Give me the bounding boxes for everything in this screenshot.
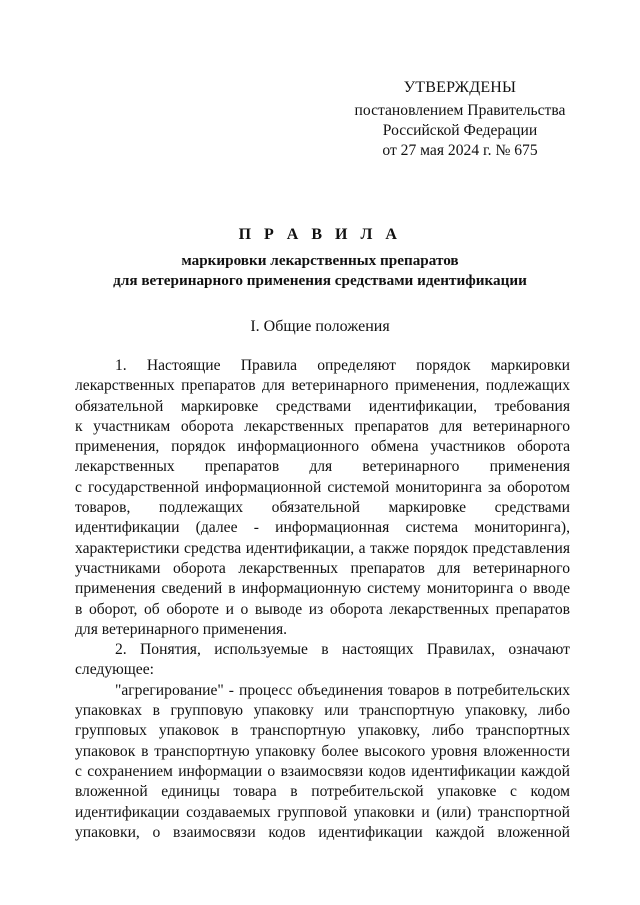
text-line: характеристики средства идентификации, а также порядок представления xyxy=(75,539,570,557)
subtitle-line-1: маркировки лекарственных препаратов xyxy=(181,252,459,269)
subtitle-line-2: для ветеринарного применения средствами идентификации xyxy=(113,272,527,289)
document-subtitle xyxy=(60,251,580,291)
approval-line-3: от 27 мая 2024 г. № 675 xyxy=(382,142,538,159)
text-line: групповых упаковок в транспортную упаковку, либо транспортных xyxy=(75,722,570,740)
text-line: применения сведений в информационную систему мониторинга о вводе xyxy=(75,580,570,598)
text-line: следующее: xyxy=(75,661,154,679)
body-text xyxy=(75,356,570,843)
text-line: упаковок в транспортную упаковку более высокого уровня вложенности xyxy=(75,742,570,760)
approval-line-2: Российской Федерации xyxy=(382,122,538,139)
text-line: для ветеринарного применения. xyxy=(75,620,288,638)
text-line: участниками оборота лекарственных препаратов для ветеринарного xyxy=(75,559,570,577)
section-heading: I. Общие положения xyxy=(250,318,390,335)
text-line: идентификации создаваемых групповой упаковки и (или) транспортной xyxy=(75,803,570,821)
text-line: упаковках в групповую упаковку или транспортную упаковку, либо xyxy=(75,702,570,720)
approval-line-1: постановлением Правительства xyxy=(354,102,566,119)
text-line: вложенной единицы товара в потребительской упаковке с кодом xyxy=(75,783,570,801)
text-line: 2. Понятия, используемые в настоящих Правилах, означают xyxy=(115,641,570,659)
text-line: в оборот, об обороте и о выводе из оборота лекарственных препаратов xyxy=(75,600,570,618)
text-line: с государственной информационной системой мониторинга за оборотом xyxy=(75,478,570,496)
text-line: применения, порядок информационного обмена участников оборота xyxy=(75,438,570,456)
approval-heading: УТВЕРЖДЕНЫ xyxy=(403,79,517,96)
text-line: упаковки, о взаимосвязи кодов идентификации каждой вложенной xyxy=(75,823,570,841)
approval-block xyxy=(330,78,590,161)
text-line: обязательной маркировке средствами идентификации, требования xyxy=(75,397,570,415)
text-line: "агрегирование" - процесс объединения товаров в потребительских xyxy=(115,681,570,699)
text-line: товаров, подлежащих обязательной маркировке средствами xyxy=(75,499,570,517)
text-line: с сохранением информации о взаимосвязи кодов идентификации каждой xyxy=(75,762,570,780)
text-line: к участникам оборота лекарственных препаратов для ветеринарного xyxy=(75,417,570,435)
text-line: идентификации (далее - информационная система мониторинга), xyxy=(75,519,570,537)
text-line: 1. Настоящие Правила определяют порядок маркировки xyxy=(115,357,570,374)
text-line: лекарственных препаратов для ветеринарного применения xyxy=(75,458,570,476)
document-title: П Р А В И Л А xyxy=(238,226,402,243)
text-line: лекарственных препаратов для ветеринарного применения, подлежащих xyxy=(75,377,570,395)
